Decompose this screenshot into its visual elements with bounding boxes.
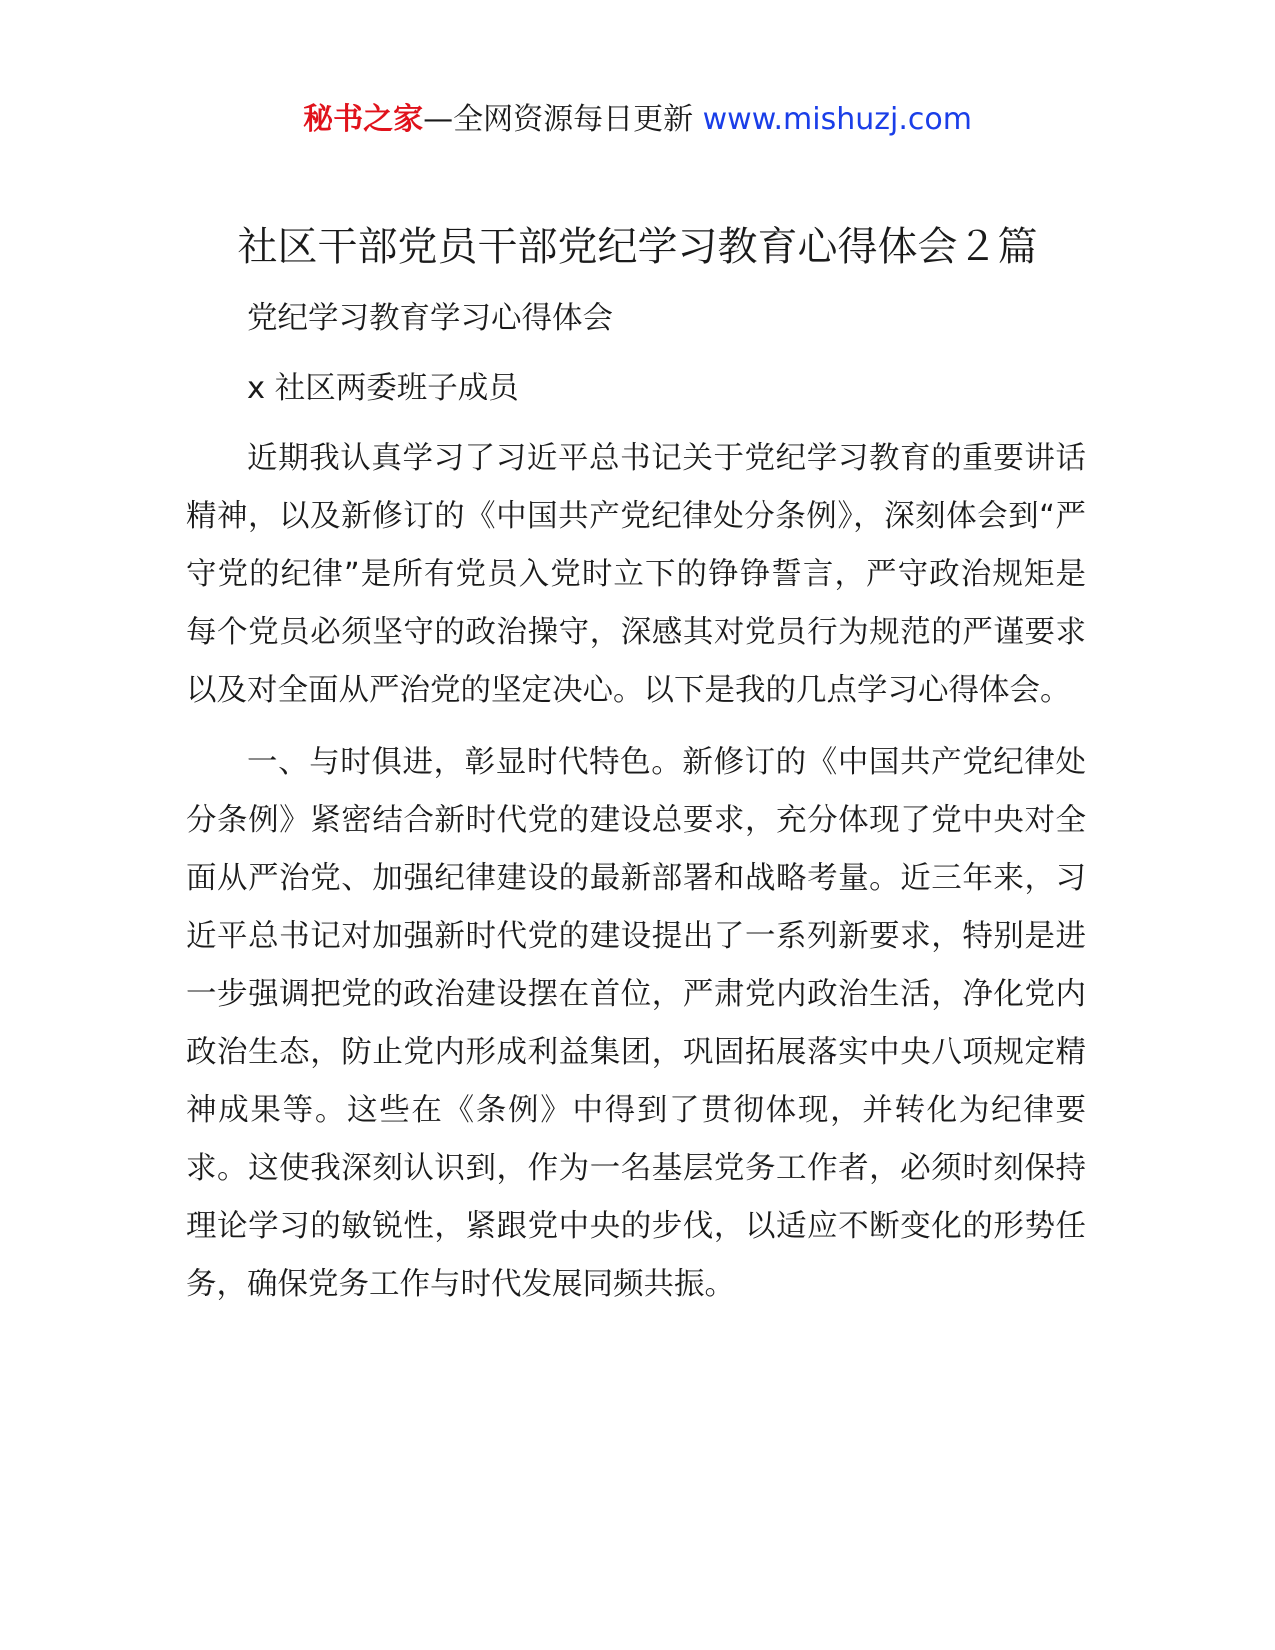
document-title: 社区干部党员干部党纪学习教育心得体会２篇 bbox=[237, 224, 1038, 270]
site-url-link[interactable]: www.mishuzj.com bbox=[702, 102, 972, 137]
header-tagline: —全网资源每日更新 bbox=[423, 102, 694, 137]
document-body bbox=[186, 290, 1086, 1314]
site-header bbox=[0, 100, 1275, 140]
brand-name: 秘书之家 bbox=[303, 102, 424, 137]
document-author: x 社区两委班子成员 bbox=[247, 371, 519, 406]
document-subtitle: 党纪学习教育学习心得体会 bbox=[247, 301, 613, 336]
paragraph-intro: 近期我认真学习了习近平总书记关于党纪学习教育的重要讲话精神，以及新修订的《中国共产党纪律处分条例》，深刻体会到“严守党的纪律”是所有党员入党时立下的铮铮誓言，严守政治规矩是每个党员必须坚守的政治操守，深感其对党员行为规范的严谨要求以及对全面从严治党的坚定决心。以下是我的几点学习心得体会。 bbox=[186, 441, 1086, 708]
paragraph-section-one: 一、与时俱进，彰显时代特色。新修订的《中国共产党纪律处分条例》紧密结合新时代党的建设总要求，充分体现了党中央对全面从严治党、加强纪律建设的最新部署和战略考量。近三年来，习近平总书记对加强新时代党的建设提出了一系列新要求，特别是进一步强调把党的政治建设摆在首位，严肃党内政治生活，净化党内政治生态，防止党内形成利益集团，巩固拓展落实中央八项规定精神成果等。这些在《条例》中得到了贯彻体现，并转化为纪律要求。这使我深刻认识到，作为一名基层党务工作者，必须时刻保持理论学习的敏锐性，紧跟党中央的步伐，以适应不断变化的形势任务，确保党务工作与时代发展同频共振。 bbox=[186, 745, 1086, 1302]
